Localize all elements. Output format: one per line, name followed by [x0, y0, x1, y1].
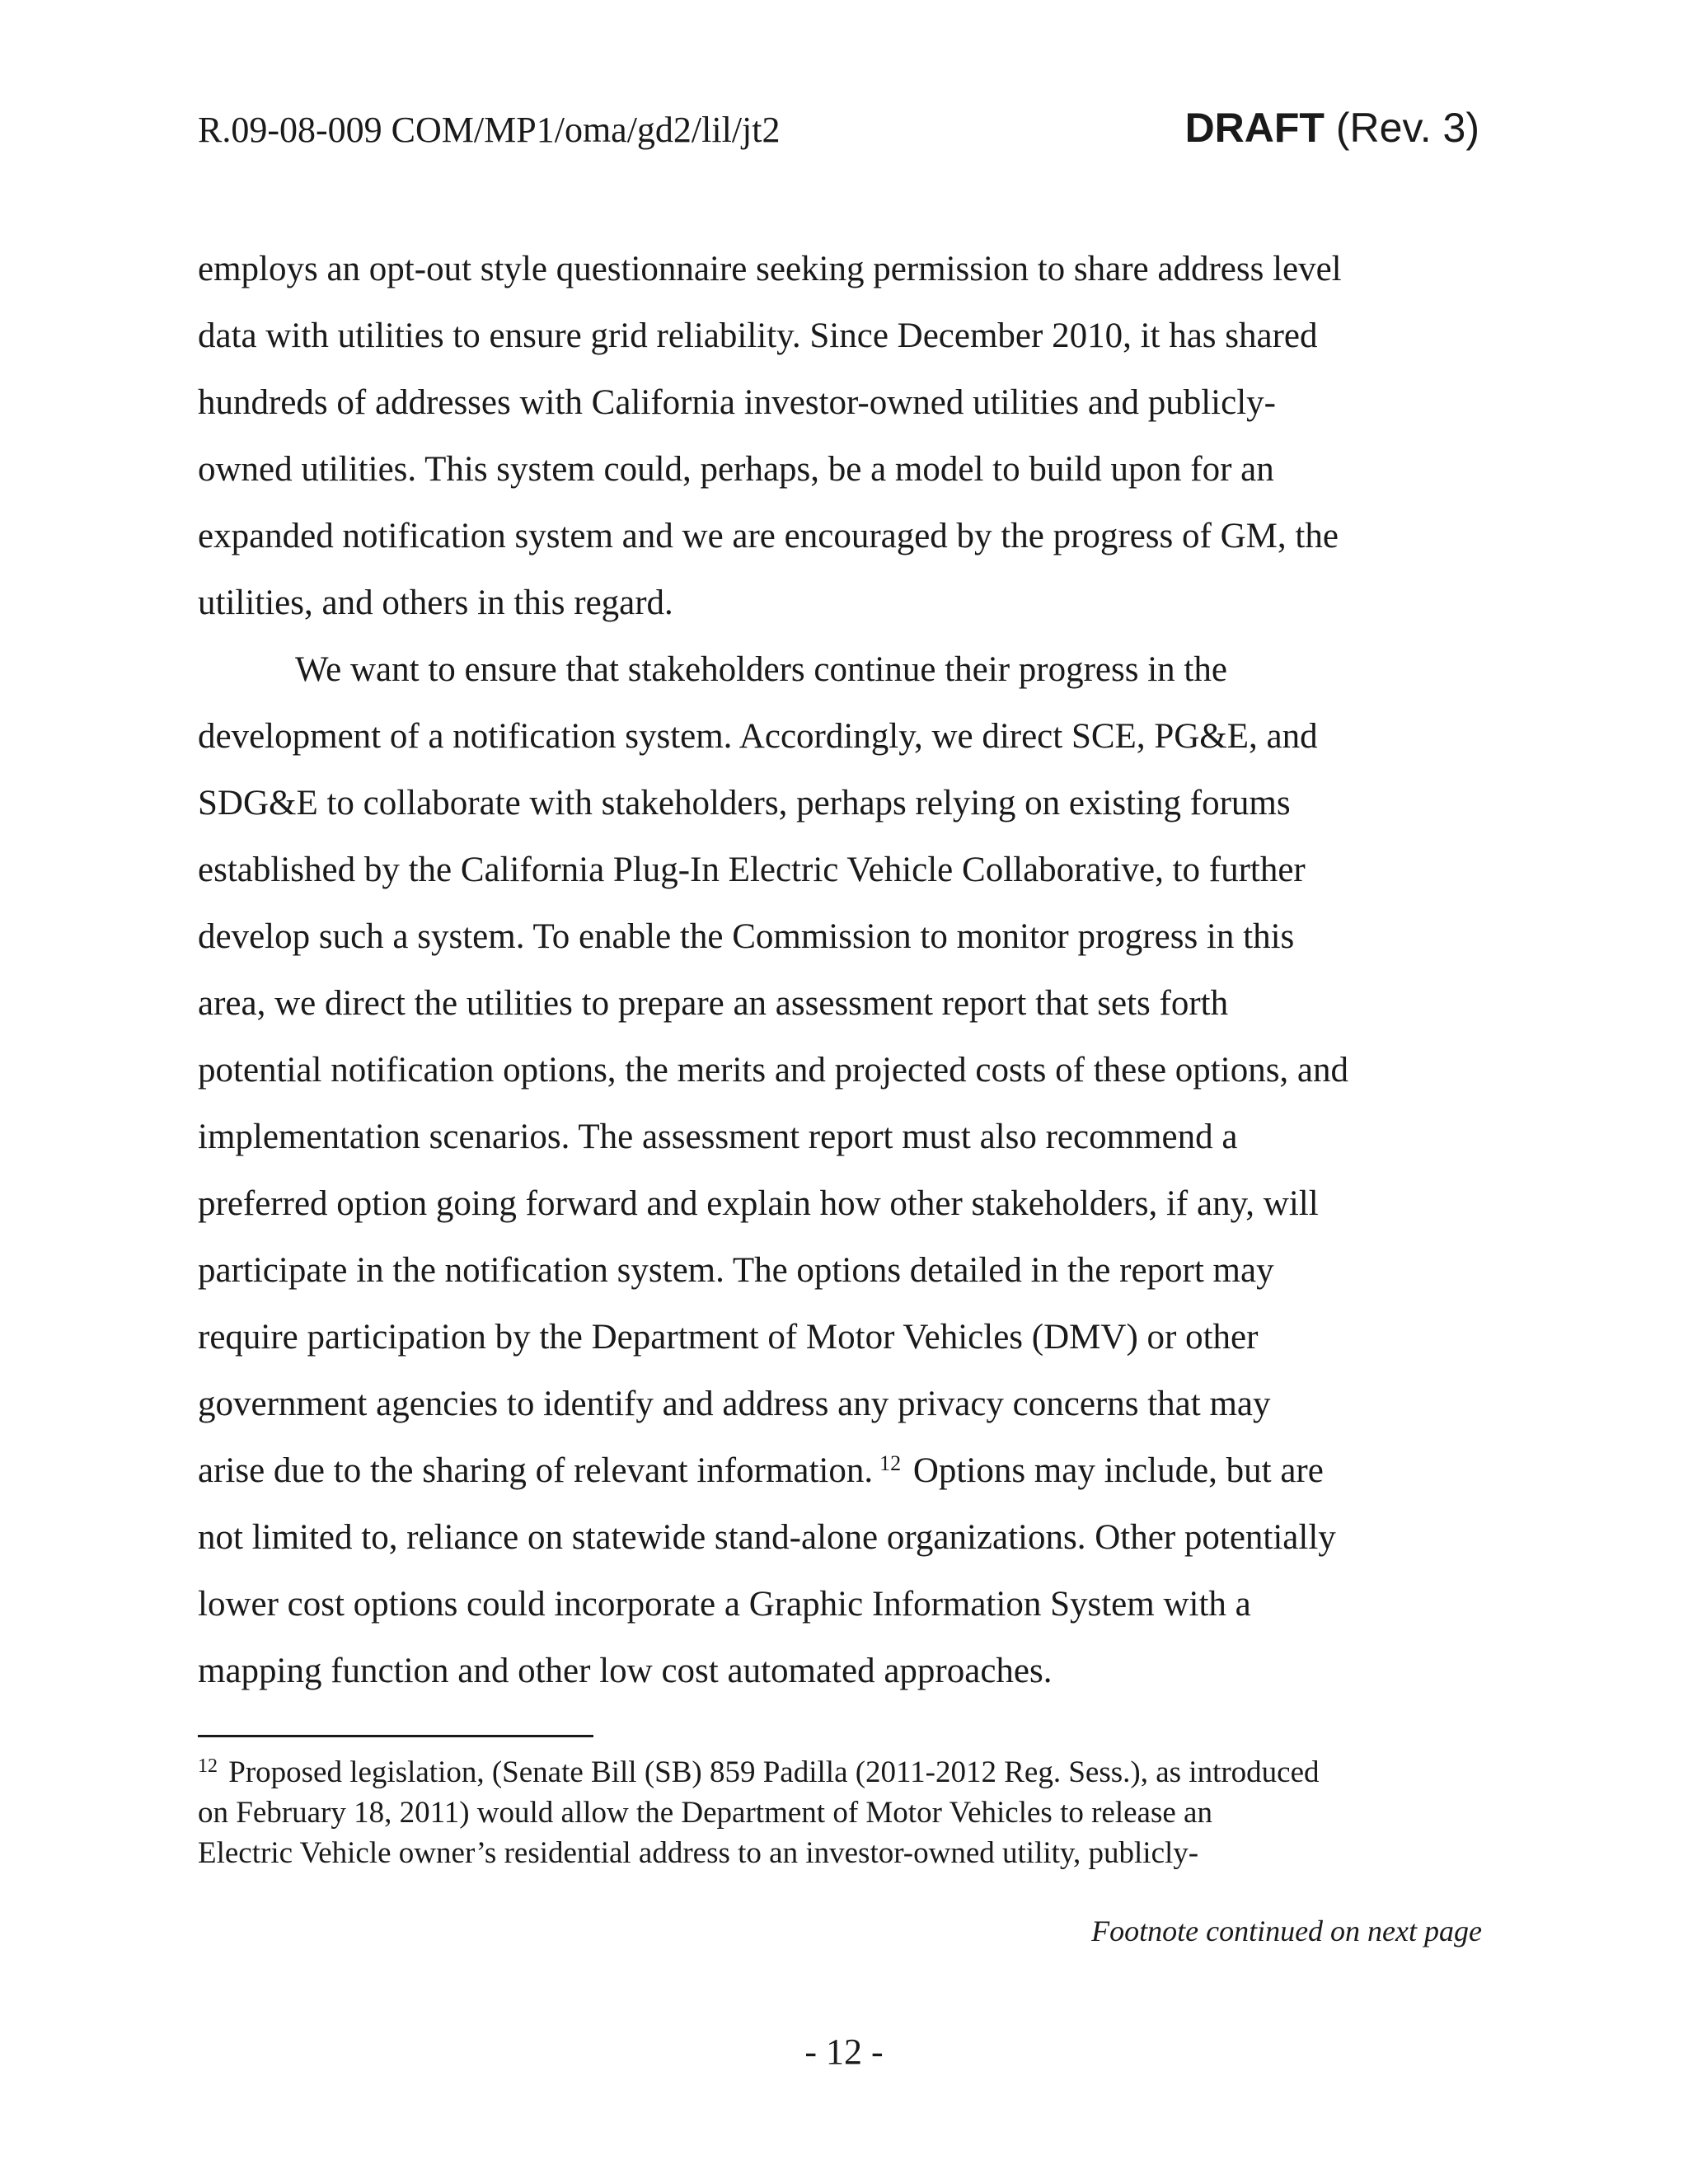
- footnote-line: [198, 1752, 1500, 1793]
- text-line: employs an opt-out style questionnaire seeking permission to share address level: [198, 250, 1342, 288]
- text-line: develop such a system. To enable the Commission to monitor progress in this: [198, 917, 1295, 956]
- text-line: participate in the notification system. The options detailed in the report may: [198, 1251, 1274, 1290]
- draft-header: [1185, 101, 1479, 155]
- text-line: government agencies to identify and address any privacy concerns that may: [198, 1385, 1271, 1423]
- text-segment: Options may include, but are: [904, 1451, 1324, 1490]
- text-line: expanded notification system and we are encouraged by the progress of GM, the: [198, 517, 1339, 555]
- revision-label: (Rev. 3): [1335, 105, 1479, 151]
- text-line: potential notification options, the merits and projected costs of these options, and: [198, 1051, 1349, 1090]
- text-line: hundreds of addresses with California investor-owned utilities and publicly-: [198, 383, 1276, 422]
- text-line: utilities, and others in this regard.: [198, 583, 673, 622]
- text-line: mapping function and other low cost automated approaches.: [198, 1652, 1053, 1690]
- text-line: area, we direct the utilities to prepare an assessment report that sets forth: [198, 984, 1229, 1023]
- page-number: - 12 -: [804, 2032, 884, 2072]
- text-line: require participation by the Department of Motor Vehicles (DMV) or other: [198, 1318, 1259, 1357]
- footnote-divider: [198, 1735, 593, 1737]
- text-line: We want to ensure that stakeholders continue their progress in the: [295, 650, 1227, 689]
- text-line: development of a notification system. Accordingly, we direct SCE, PG&E, and: [198, 717, 1318, 756]
- text-line-with-footnote: [198, 1437, 1484, 1504]
- footnote-line: Electric Vehicle owner’s residential address to an investor-owned utility, publicly-: [198, 1836, 1199, 1870]
- paragraph-2: [198, 636, 1484, 1704]
- text-line: not limited to, reliance on statewide stand-alone organizations. Other potentially: [198, 1518, 1336, 1557]
- footnote-text: Proposed legislation, (Senate Bill (SB) 859 Padilla (2011-2012 Reg. Sess.), as introduced: [221, 1755, 1320, 1789]
- draft-label: DRAFT: [1184, 105, 1325, 151]
- text-line: established by the California Plug-In Electric Vehicle Collaborative, to further: [198, 851, 1306, 889]
- footnote: [198, 1752, 1500, 1873]
- body-text: [198, 236, 1484, 1704]
- text-line: data with utilities to ensure grid reliability. Since December 2010, it has shared: [198, 316, 1318, 355]
- text-line: SDG&E to collaborate with stakeholders, perhaps relying on existing forums: [198, 784, 1291, 823]
- text-segment: arise due to the sharing of relevant information.: [198, 1451, 874, 1490]
- footnote-reference[interactable]: 12: [879, 1451, 902, 1475]
- text-line: owned utilities. This system could, perhaps, be a model to build upon for an: [198, 450, 1274, 489]
- text-line: implementation scenarios. The assessment report must also recommend a: [198, 1118, 1238, 1156]
- footnote-continued-note: Footnote continued on next page: [1091, 1915, 1482, 1947]
- footnote-number: 12: [198, 1755, 218, 1777]
- paragraph-1: [198, 236, 1484, 636]
- text-line: lower cost options could incorporate a Graphic Information System with a: [198, 1585, 1251, 1624]
- text-line: preferred option going forward and explain how other stakeholders, if any, will: [198, 1184, 1319, 1223]
- footnote-line: on February 18, 2011) would allow the Department of Motor Vehicles to release an: [198, 1796, 1212, 1830]
- docket-number: R.09-08-009 COM/MP1/oma/gd2/lil/jt2: [198, 110, 781, 150]
